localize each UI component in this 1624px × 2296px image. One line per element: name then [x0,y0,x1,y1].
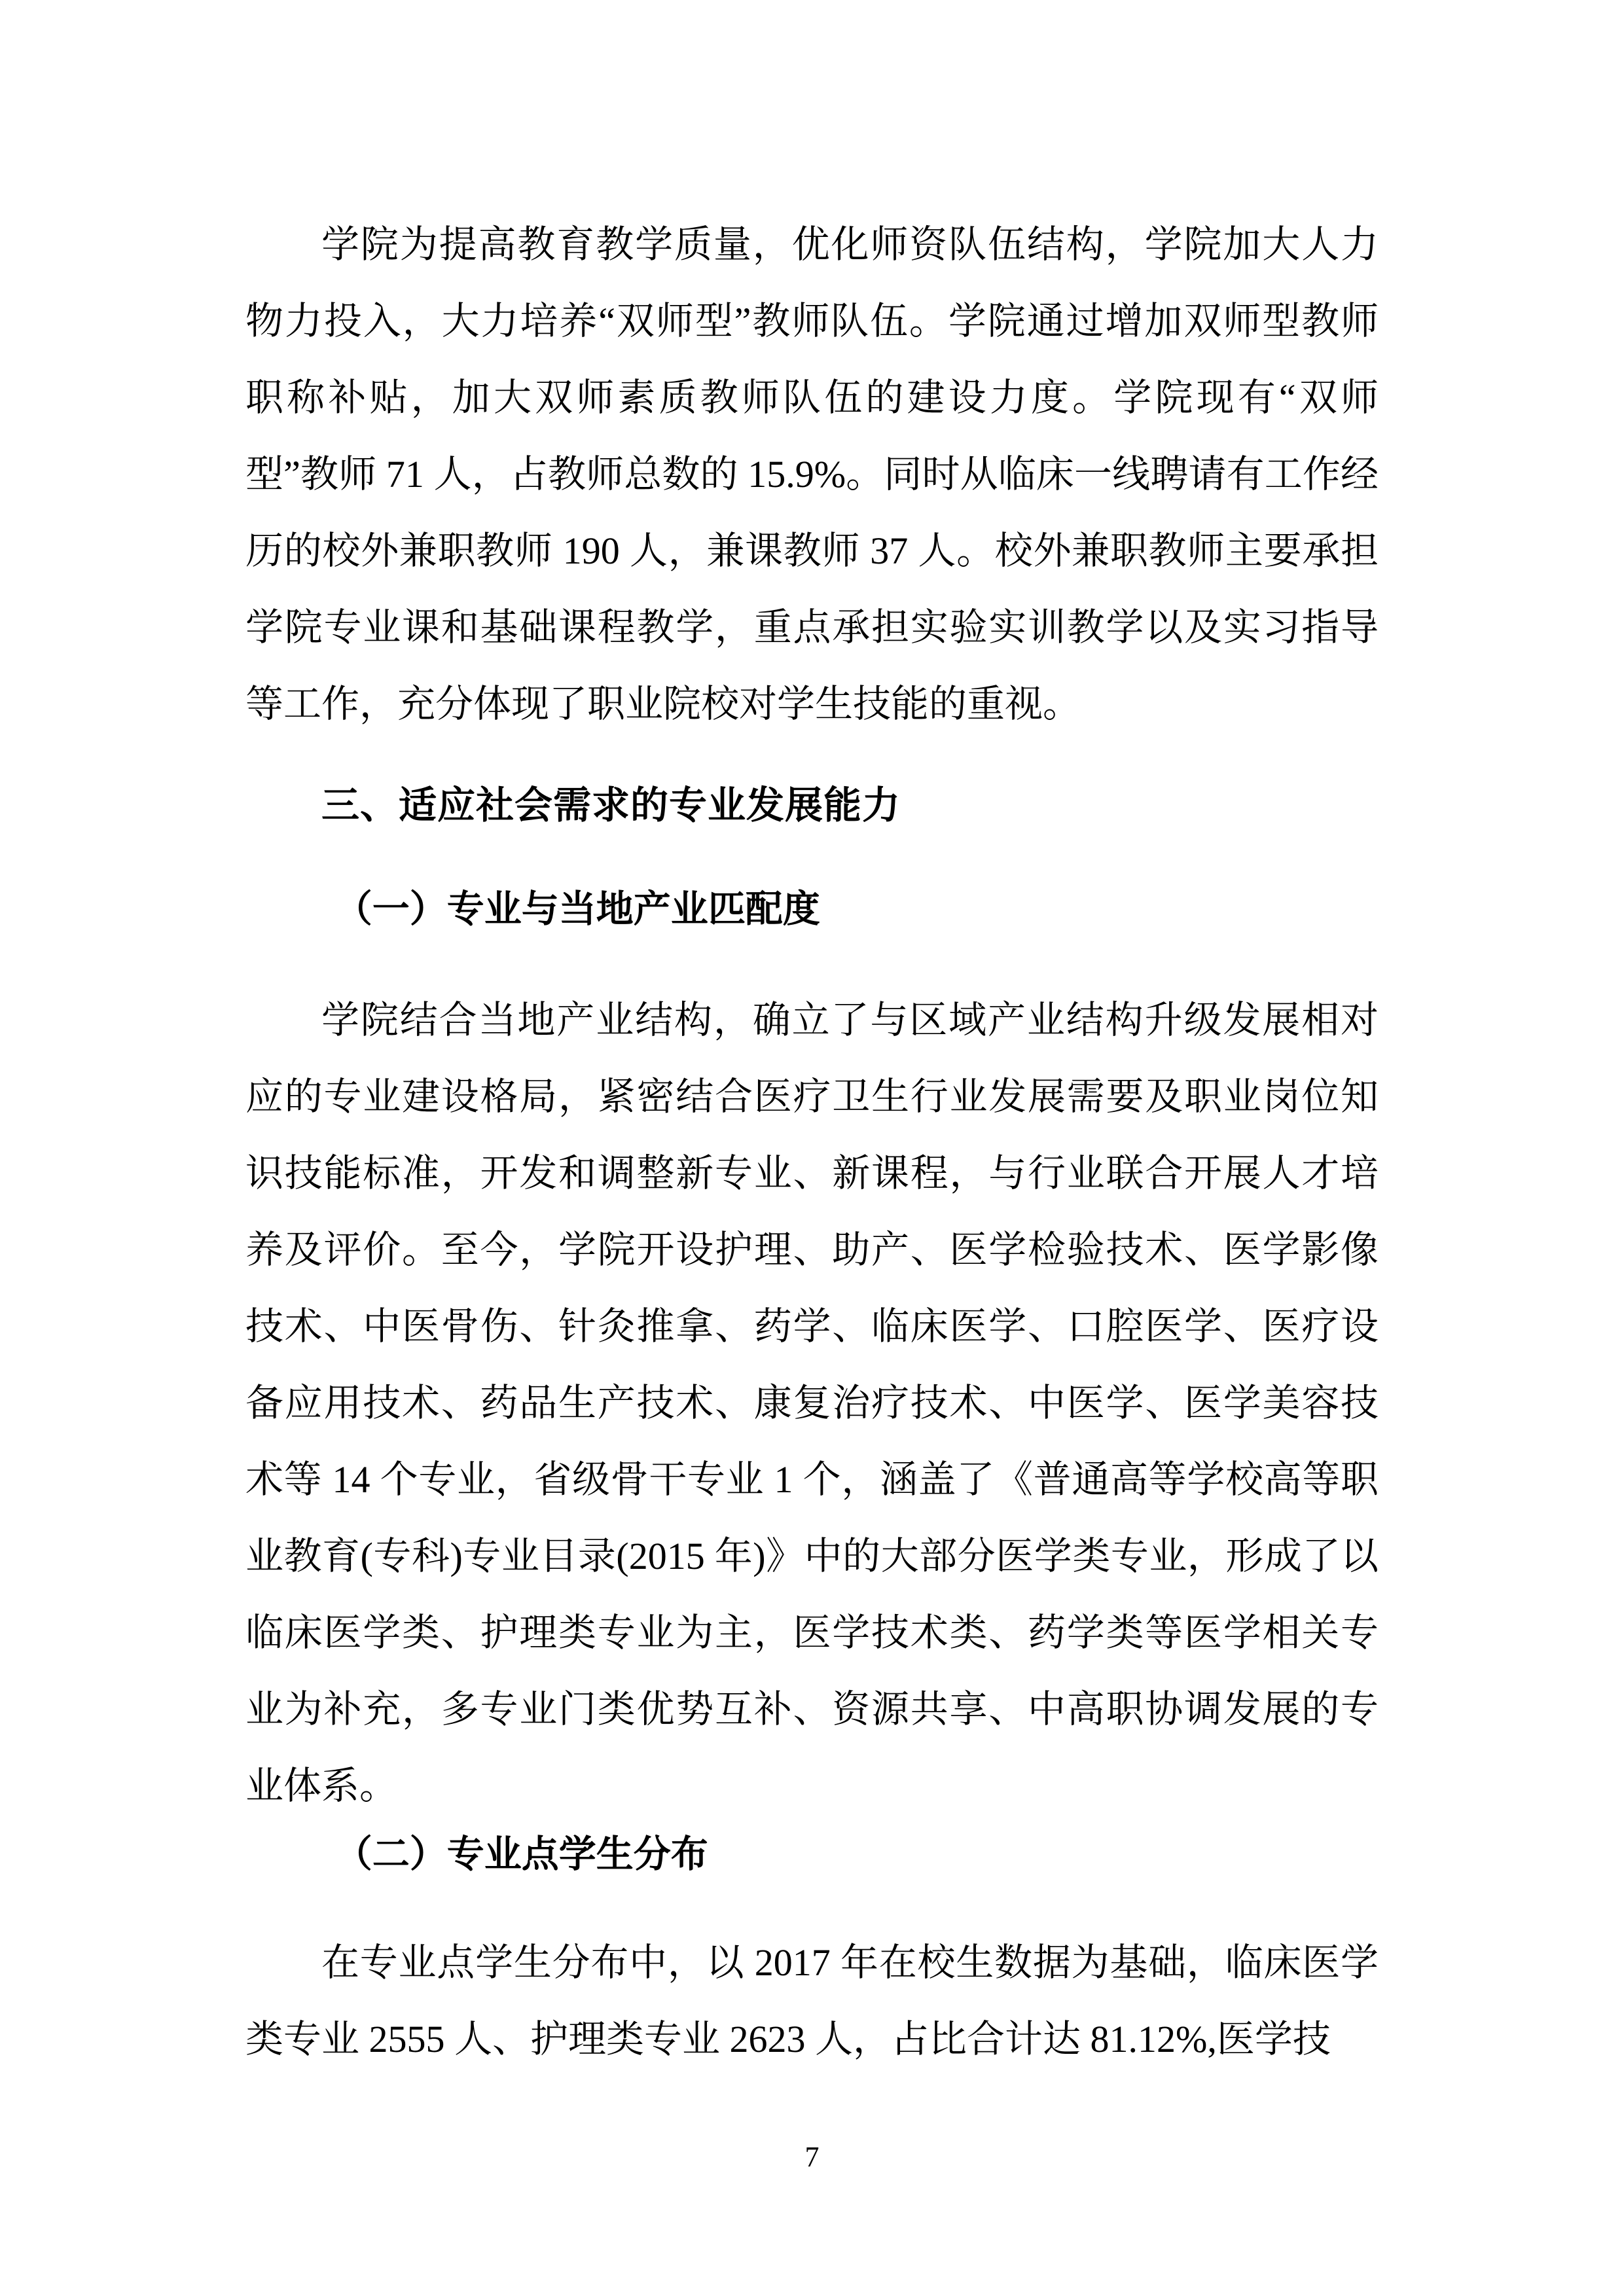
subsection-heading-student-distribution: （二）专业点学生分布 [334,1834,708,1875]
paragraph-dual-qualified-teachers: 学院为提高教育教学质量，优化师资队伍结构，学院加大人力物力投入，大力培养“双师型”教师队伍。学院通过增加双师型教师职称补贴，加大双师素质教师队伍的建设力度。学院现有“双师型”教师 71 人，占教师总数的 15.9%。同时从临床一线聘请有工作经历的校外兼职教师 190 人，兼课教师 37 人。校外兼职教师主要承担学院专业课和基础课程教学，重点承担实验实训教学以及实习指导等工作，充分体现了职业院校对学生技能的重视。 [245,223,1379,725]
section-heading-3: 三、适应社会需求的专业发展能力 [321,784,901,827]
page-number: 7 [804,2141,820,2173]
paragraph-industry-match: 学院结合当地产业结构，确立了与区域产业结构升级发展相对应的专业建设格局，紧密结合医疗卫生行业发展需要及职业岗位知识技能标准，开发和调整新专业、新课程，与行业联合开展人才培养及评价。至今，学院开设护理、助产、医学检验技术、医学影像技术、中医骨伤、针灸推拿、药学、临床医学、口腔医学、医疗设备应用技术、药品生产技术、康复治疗技术、中医学、医学美容技术等 14 个专业，省级骨干专业 1 个，涵盖了《普通高等学校高等职业教育(专科)专业目录(2015 年)》中的大部分医学类专业，形成了以临床医学类、护理类专业为主，医学技术类、药学类等医学相关专业为补充，多专业门类优势互补、资源共享、中高职协调发展的专业体系。 [245,999,1379,1807]
subsection-heading-industry-match: （一）专业与当地产业匹配度 [334,889,820,930]
paragraph-student-distribution: 在专业点学生分布中，以 2017 年在校生数据为基础，临床医学类专业 2555 人、护理类专业 2623 人，占比合计达 81.12%,医学技 [245,1941,1379,2060]
